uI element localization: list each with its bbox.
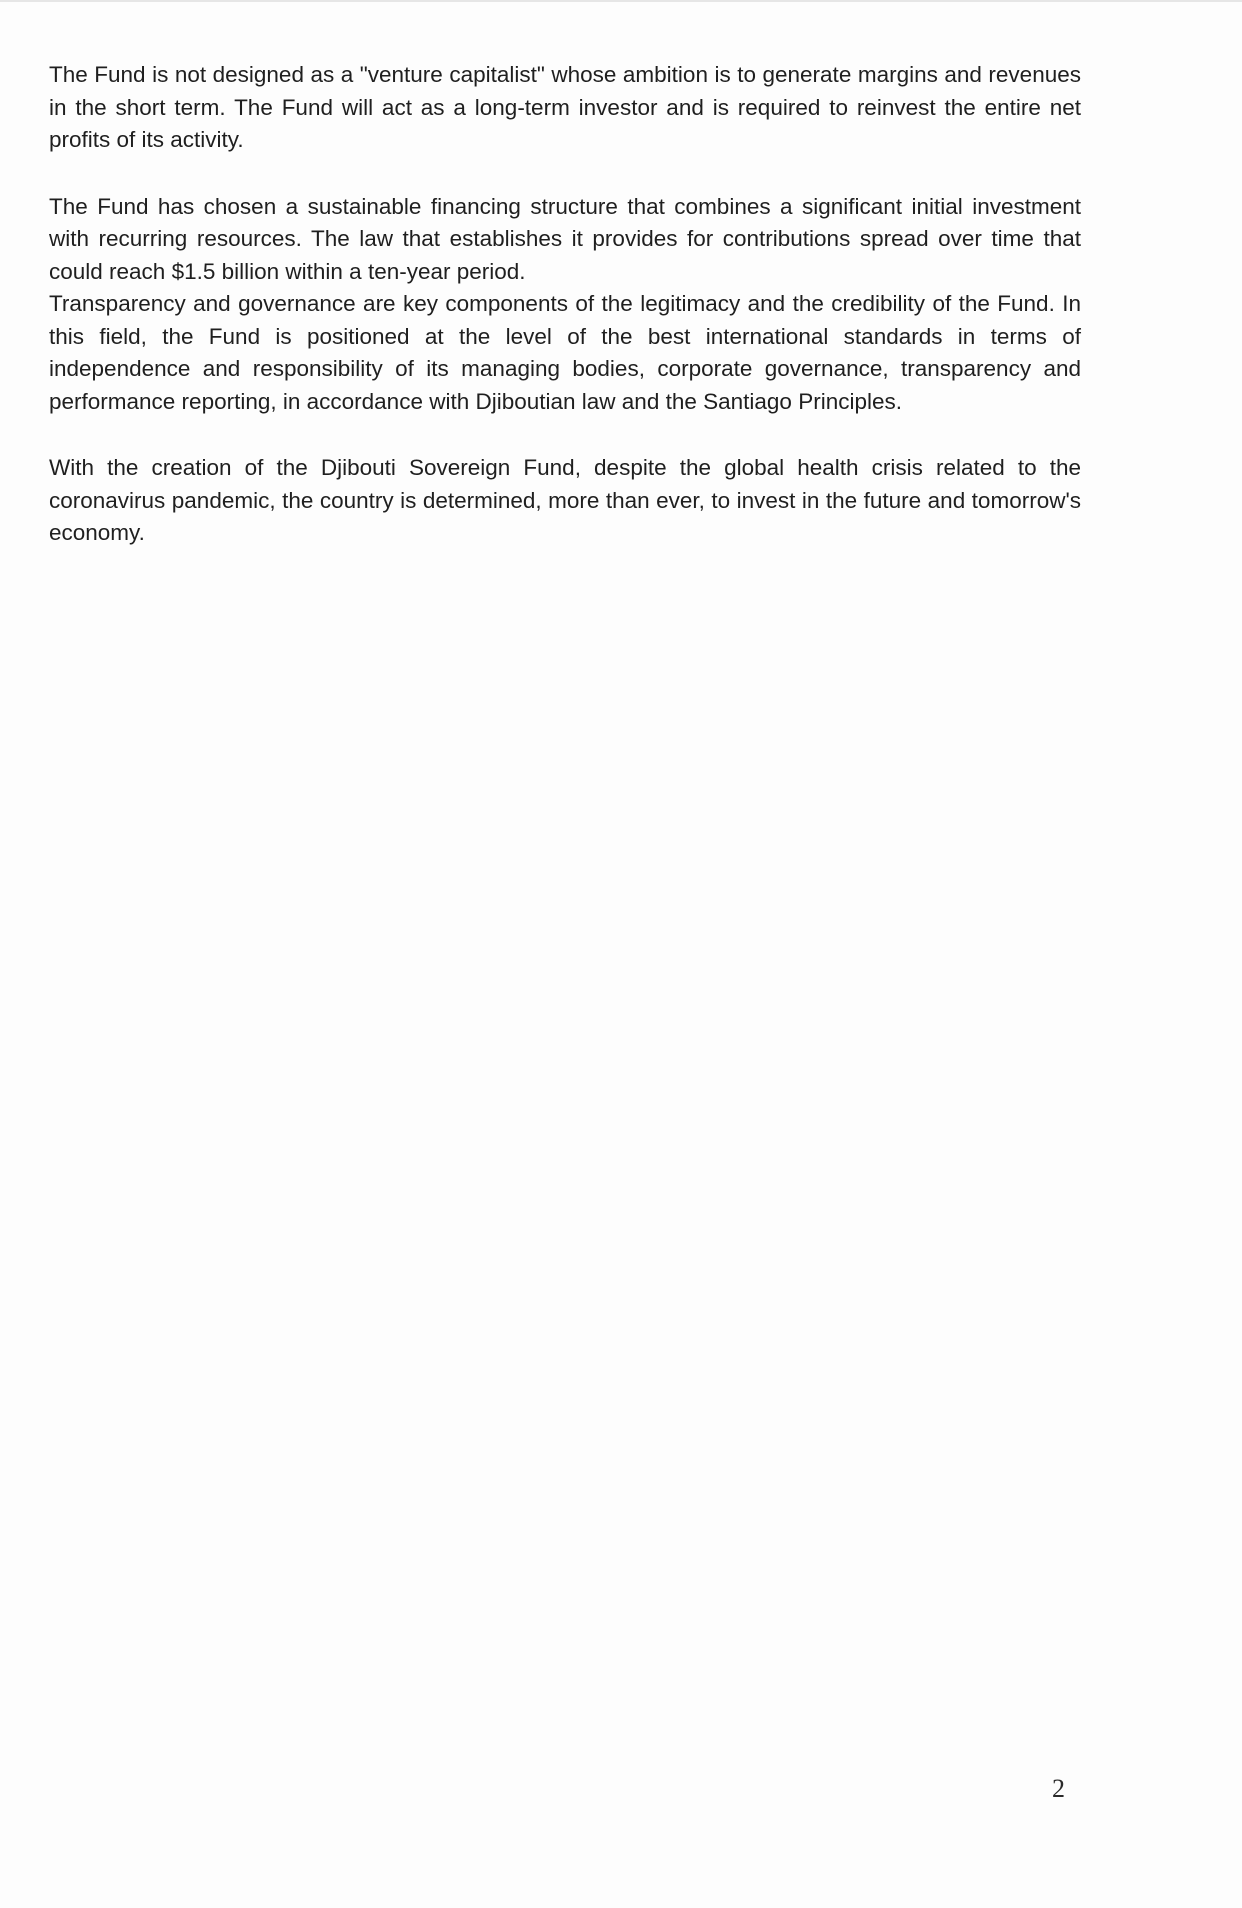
paragraph-conclusion: With the creation of the Djibouti Sovereign Fund, despite the global health crisis related to the coronavirus pandemic, the country is determined, more than ever, to invest in the future and tomorrow's economy. — [49, 455, 1081, 545]
paragraph-transparency-governance: Transparency and governance are key components of the legitimacy and the credibility of the Fund. In this field, the Fund is positioned at the level of the best international standards in terms of independence and responsibility of its managing bodies, corporate governance, transparency and performance reporting, in accordance with Djiboutian law and the Santiago Principles. — [49, 291, 1081, 414]
paragraph-financing-structure: The Fund has chosen a sustainable financing structure that combines a significant initial investment with recurring resources. The law that establishes it provides for contributions spread over time that could reach $1.5 billion within a ten-year period. — [49, 193, 1081, 284]
document-body — [49, 59, 1081, 550]
page-number: 2 — [1052, 1774, 1065, 1803]
paragraph-fund-purpose: The Fund is not designed as a "venture capitalist" whose ambition is to generate margins and revenues in the short term. The Fund will act as a long-term investor and is required to reinvest the entire net profits of its activity. — [49, 62, 1081, 152]
